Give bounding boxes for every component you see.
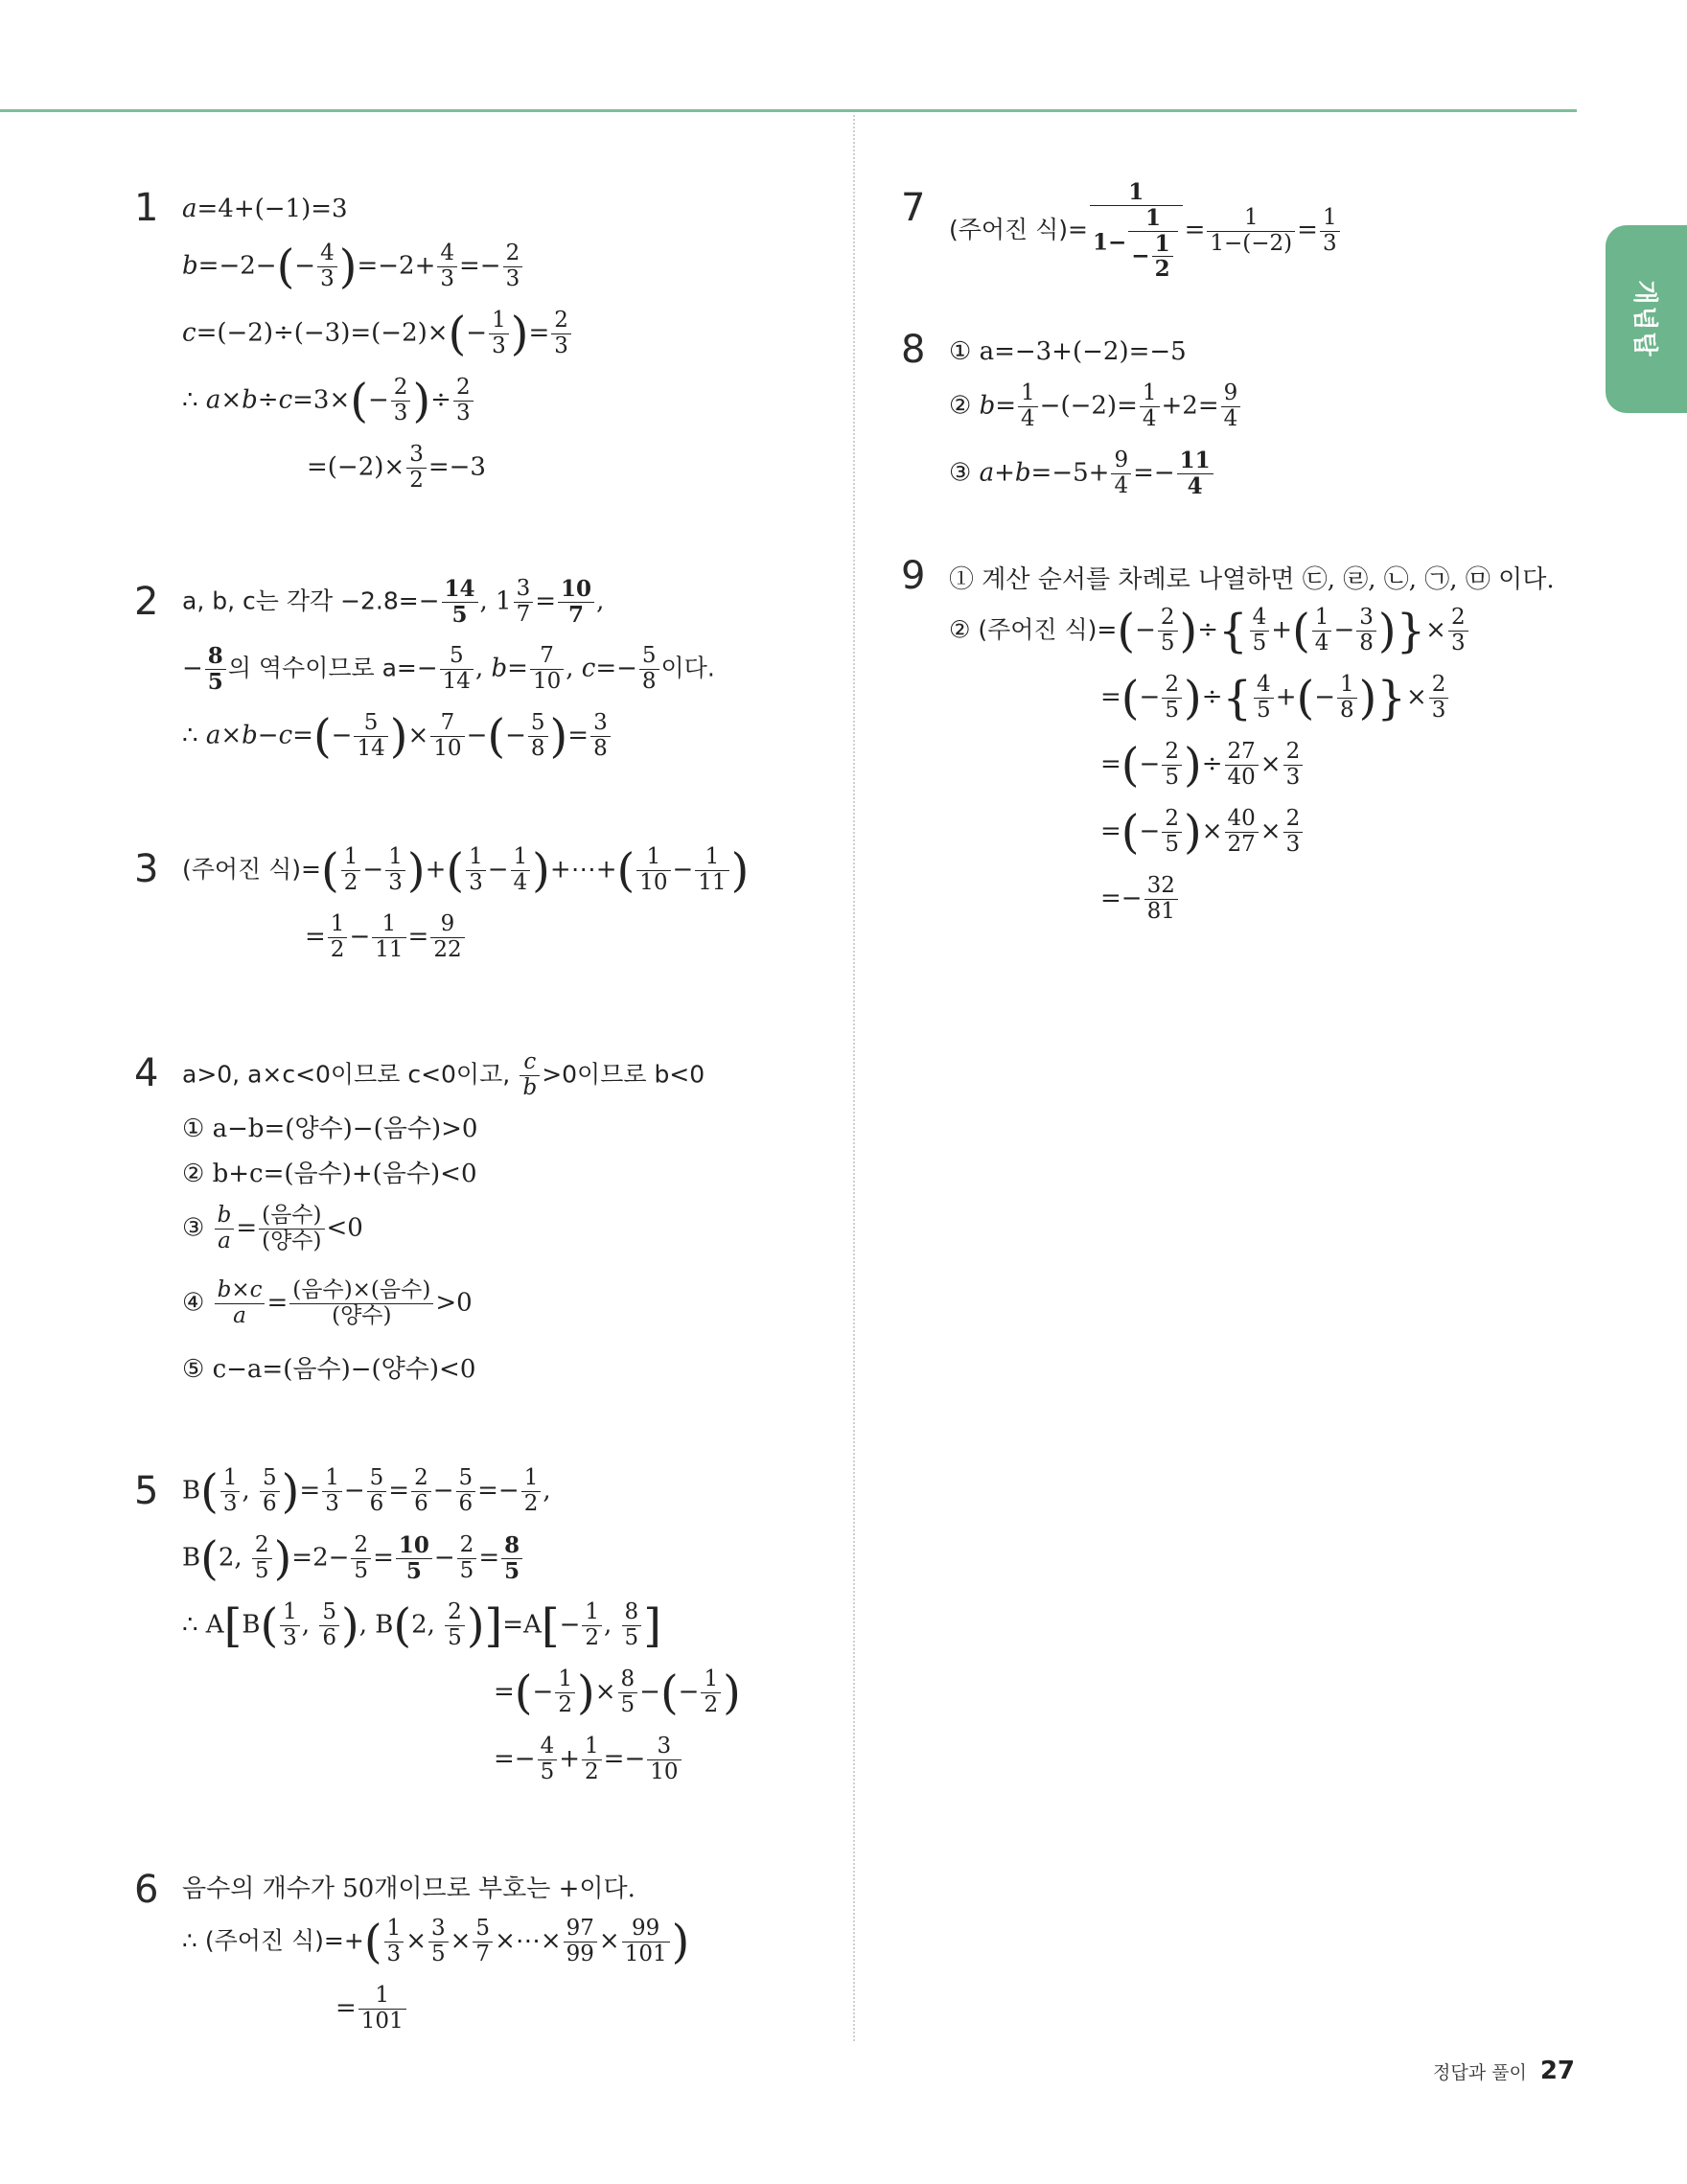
text: ∴ (주어진 식)=+	[182, 1926, 364, 1955]
solution-line: =− $\frac{32}{81}$	[1100, 874, 1180, 925]
solution-line: B(2, $\frac{2}{5}$ )=2− $\frac{2}{5}$ = $\frac{10}{5}$ − $\frac{2}{5}$ = $\frac{8}{5}$	[182, 1533, 524, 1584]
problem-number: 9	[901, 554, 926, 598]
top-rule	[0, 109, 1577, 112]
solution-line: ∴ a×b÷c=3×(− $\frac{2}{3}$ )÷ $\frac{2}{3}$	[182, 376, 475, 426]
problem-number: 8	[901, 328, 926, 372]
solution-line: = $\frac{1}{101}$	[335, 1984, 408, 2035]
solution-line: a=4+(−1)=3	[182, 195, 348, 223]
solution-line: a>0, a×c<0이므로 c<0이고, $\frac{c}{b}$ >0이므로 b<0	[182, 1049, 705, 1100]
solution-line: ② b= $\frac{1}{4}$ −(−2)= $\frac{1}{4}$ +2= $\frac{9}{4}$	[949, 381, 1242, 432]
column-divider	[853, 115, 855, 2041]
text: (주어진 식)=	[949, 216, 1089, 243]
solution-line: =(−2)× $\frac{3}{2}$ =−3	[307, 442, 486, 493]
problem-number: 6	[134, 1868, 159, 1912]
page-footer	[1433, 2057, 1575, 2085]
problem-number: 3	[134, 847, 159, 891]
solution-line: (주어진 식)=( $\frac{1}{2}$ − $\frac{1}{3}$ )+( $\frac{1}{3}$ − $\frac{1}{4}$ )+⋯+( $\frac{1}{10}$ − $\frac{1}{11}$ )	[182, 843, 750, 898]
solution-line: ① a−b=(양수)−(음수)>0	[182, 1115, 478, 1143]
solution-line: =− $\frac{4}{5}$ + $\frac{1}{2}$ =− $\frac{3}{10}$	[494, 1735, 683, 1785]
solution-line: c=(−2)÷(−3)=(−2)×(− $\frac{1}{3}$ )= $\frac{2}{3}$	[182, 309, 573, 359]
side-tab	[1606, 225, 1687, 413]
problem-number: 1	[134, 186, 159, 230]
solution-line: =(− $\frac{2}{5}$ )× $\frac{40}{27}$ × $\frac{2}{3}$	[1100, 807, 1305, 858]
solution-line: ① a=−3+(−2)=−5	[949, 337, 1187, 366]
text: >0이므로 b<0	[542, 1060, 705, 1089]
text: ② (주어진 식)=	[949, 615, 1118, 644]
solution-line: =(− $\frac{2}{5}$ )÷{ $\frac{4}{5}$ +(− $\frac{1}{8}$ )}× $\frac{2}{3}$	[1100, 673, 1450, 724]
solution-line: ∴ A[B( $\frac{1}{3}$ , $\frac{5}{6}$ ), B(2, $\frac{2}{5}$ )]=A[− $\frac{1}{2}$ , $\frac{8}{5}$ ]	[182, 1598, 661, 1653]
text: (주어진 식)=	[182, 855, 322, 884]
solution-line: =(− $\frac{1}{2}$ )× $\frac{8}{5}$ −(− $\frac{1}{2}$ )	[494, 1666, 741, 1720]
problem-number: 7	[901, 186, 926, 230]
side-tab-label: 개념탑	[1629, 280, 1658, 358]
problem-number: 4	[134, 1051, 159, 1095]
text: a, b, c는 각각 −2.8=	[182, 586, 419, 615]
solution-line: =(− $\frac{2}{5}$ )÷ $\frac{27}{40}$ × $\frac{2}{3}$	[1100, 740, 1305, 791]
solution-line: ② (주어진 식)=(− $\frac{2}{5}$ )÷{ $\frac{4}{5}$ +( $\frac{1}{4}$ − $\frac{3}{8}$ )}× $\frac{2}{3}$	[949, 606, 1470, 656]
problem-number: 5	[134, 1469, 159, 1513]
solution-line: ⑤ c−a=(음수)−(양수)<0	[182, 1355, 476, 1384]
solution-line: (주어진 식)= 1 1− 1 − $\frac{1}{2}$ = $\frac{1}{1-(-2)}$ = $\frac{1}{3}$	[949, 180, 1342, 282]
solution-line: = $\frac{1}{2}$ − $\frac{1}{11}$ = $\frac{9}{22}$	[305, 912, 467, 963]
solution-line: B( $\frac{1}{3}$ , $\frac{5}{6}$ )= $\frac{1}{3}$ − $\frac{5}{6}$ = $\frac{2}{6}$ − $\frac{5}{6}$ =− $\frac{1}{2}$ ,	[182, 1464, 551, 1519]
solution-line: b=−2−(− $\frac{4}{3}$ )=−2+ $\frac{4}{3}$ =− $\frac{2}{3}$	[182, 241, 524, 292]
text: 의 역수이므로 a=	[227, 654, 417, 682]
problem-number: 2	[134, 580, 159, 624]
text: a>0, a×c<0이므로 c<0이고,	[182, 1060, 511, 1089]
solution-line: ④ $\frac{b\times c}{a}$ = (음수)×(음수) (양수) >0	[182, 1277, 473, 1328]
solution-line: − $\frac{8}{5}$ 의 역수이므로 a=− $\frac{5}{14}$ , b= $\frac{7}{10}$ , c=− $\frac{5}{8}$ 이다.	[182, 643, 715, 695]
solution-line: ① 계산 순서를 차례로 나열하면 ㉢, ㉣, ㉡, ㉠, ㉤ 이다.	[949, 565, 1555, 594]
solution-line: 음수의 개수가 50개이므로 부호는 +이다.	[182, 1874, 636, 1903]
solution-line: ③ $\frac{b}{a}$ = (음수) (양수) <0	[182, 1203, 363, 1253]
solution-line: ③ a+b=−5+ $\frac{9}{4}$ =− $\frac{11}{4}$	[949, 448, 1215, 499]
footer-label: 정답과 풀이	[1433, 2062, 1527, 2083]
page-number: 27	[1539, 2057, 1575, 2085]
text: 이다.	[660, 654, 715, 682]
solution-line: ② b+c=(음수)+(음수)<0	[182, 1160, 477, 1188]
solution-line: a, b, c는 각각 −2.8=− $\frac{14}{5}$ , 1 $\frac{3}{7}$ = $\frac{10}{7}$ ,	[182, 576, 605, 628]
solution-line: ∴ a×b−c=(− $\frac{5}{14}$ )× $\frac{7}{10}$ −(− $\frac{5}{8}$ )= $\frac{3}{8}$	[182, 711, 612, 762]
solution-line: ∴ (주어진 식)=+( $\frac{1}{3}$ × $\frac{3}{5}$ × $\frac{5}{7}$ ×⋯× $\frac{97}{99}$ × $\frac{99}{101}$ )	[182, 1915, 690, 1969]
